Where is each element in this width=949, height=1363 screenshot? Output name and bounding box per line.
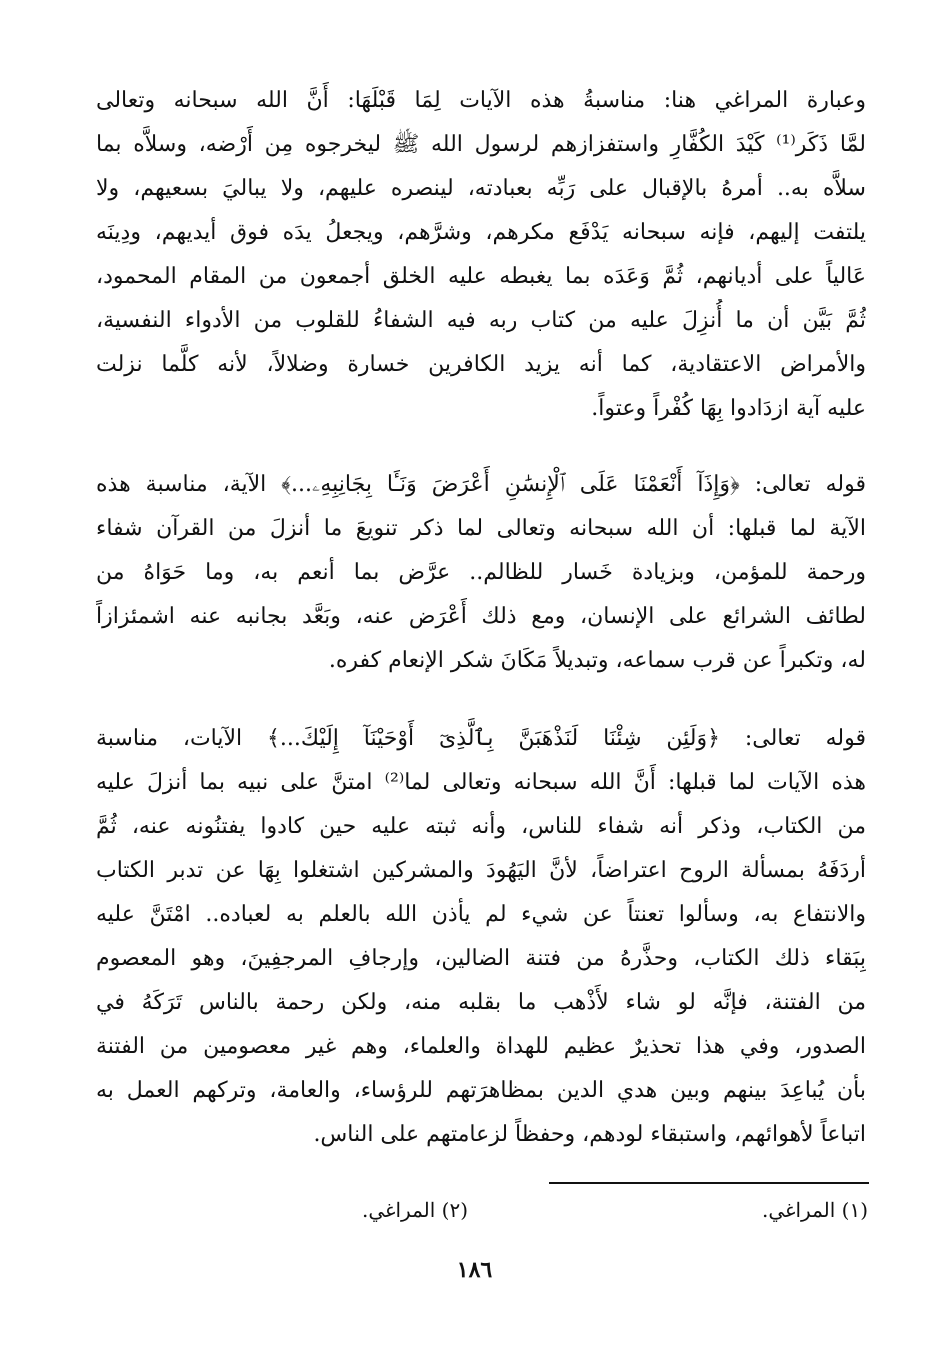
text-line: بِبَقاء ذلك الكتاب، وحذَّرهُ من فتنة الضالين، وإرجافِ المرجفِينَ، وهو المعصوم bbox=[96, 946, 866, 971]
text-line: قوله تعالى: ﴿وَإِذَآ أَنْعَمْنَا عَلَى ٱلْإِنسَٰنِ أَعْرَضَ وَنَـَٔا بِجَانِبِهِۦ...﴾ الآية، مناسبة هذه bbox=[96, 472, 866, 497]
paragraph-1 bbox=[96, 79, 866, 431]
text-line: الآية لما قبلها: أن الله سبحانه وتعالى لما ذكر تنويعَ ما أنزلَ من القرآن شفاء bbox=[96, 516, 866, 541]
paragraph-3 bbox=[96, 717, 866, 1157]
text-line: سلاَّه به.. أمرهُ بالإقبال على رَبِّه بعبادته، لينصره عليهم، ولا يباليَ بسعيهم، ولا bbox=[96, 176, 866, 201]
text-line: لطائف الشرائع على الإنسان، ومع ذلك أَعْرَض عنه، وبَعَّد بجانبه عنه اشمئزازاً bbox=[96, 604, 866, 629]
footnote-2: (٢) المراغي. bbox=[361, 1198, 468, 1222]
footnote-1: (١) المراغي. bbox=[761, 1198, 868, 1222]
text-line: وعبارة المراغي هنا: مناسبةُ هذه الآيات لِمَا قَبْلَهَا: أَنَّ الله سبحانه وتعالى bbox=[96, 88, 866, 113]
text-line: ثُمَّ بَيَّن أن ما أُنزِلَ عليه من كتاب ربه فيه الشفاءُ للقلوب من الأدواء النفسية، bbox=[96, 308, 866, 333]
text-line: يلتفت إليهم، فإنه سبحانه يَدْفَع مكرهم، وشرَّهم، ويجعلُ يدَه فوق أيديهم، ودِينَه bbox=[96, 220, 866, 245]
text-line: اتباعاً لأهوائهم، واستبقاء لودهم، وحفظاً لزعامتهم على الناس. bbox=[313, 1122, 866, 1147]
text-line: أردَفَهُ بمسألة الروح اعتراضاً، لأنَّ اليَهُودَ والمشركين اشتغلوا بِهَا عن تدبر الكتاب bbox=[96, 858, 866, 883]
text-line: ورحمة للمؤمن، وبزيادة خَسار للظالم.. عرَّض بما أنعم به، وما حَوَاهُ من bbox=[96, 560, 866, 585]
text-line: قوله تعالى: ﴿وَلَئِن شِئْنَا لَنَذْهَبَنَّ بِٱلَّذِىٓ أَوْحَيْنَآ إِلَيْكَ...﴾ الآيات، مناسبة bbox=[96, 726, 866, 751]
text-line: الصدور، وفي هذا تحذيرٌ عظيم للهداة والعلماء، وهم غير معصومين من الفتنة bbox=[96, 1034, 866, 1059]
text-line: هذه الآيات لما قبلها: أَنَّ الله سبحانه وتعالى لما⁽²⁾ امتنَّ على نبيه بما أنزلَ عليه bbox=[96, 770, 866, 795]
text-line: من الكتاب، وذكر أنه شفاء للناس، وأنه ثبته عليه حين كادوا يفتنُونه عنه، ثُمَّ bbox=[96, 814, 866, 839]
text-line: لمَّا ذَكَر⁽¹⁾ كَيْدَ الكُفَّارِ واستفزازهم لرسول الله ﷺ ليخرجوه مِن أَرْضه، وسلاَّه بما bbox=[96, 132, 866, 157]
text-line: له، وتكبراً عن قرب سماعه، وتبديلاً مَكَانَ شكر الإنعام كفره. bbox=[328, 648, 866, 673]
page-number: ١٨٦ bbox=[456, 1257, 493, 1283]
footnotes bbox=[96, 1190, 868, 1230]
text-line: عَالياً على أديانهم، ثُمَّ وَعَدَه بما يغبطه عليه الخلق أجمعون من المقام المحمود، bbox=[96, 264, 866, 289]
text-line: بأن يُباعِدَ بينهم وبين هدي الدين بمظاهرَتهم للرؤساء، والعامة، وتركهم العمل به bbox=[96, 1078, 866, 1103]
text-line: من الفتنة، فإنَّه لو شاء لأَذْهب ما بقلبه منه، ولكن رحمة بالناس تَرَكَهُ في bbox=[96, 990, 866, 1015]
text-line: والانتفاع به، وسألوا تعنتاً عن شيء لم يأذن الله بالعلم به لعباده.. امْتَنَّ عليه bbox=[96, 902, 866, 927]
paragraph-2 bbox=[96, 463, 866, 683]
text-line: والأمراض الاعتقادية، كما أنه يزيد الكافرين خسارة وضلالاً، لأنه كلَّما نزلت bbox=[96, 352, 866, 377]
text-line: عليه آية ازدَادوا بِهَا كُفْراً وعتواً. bbox=[591, 396, 866, 421]
footnote-divider bbox=[549, 1182, 869, 1184]
